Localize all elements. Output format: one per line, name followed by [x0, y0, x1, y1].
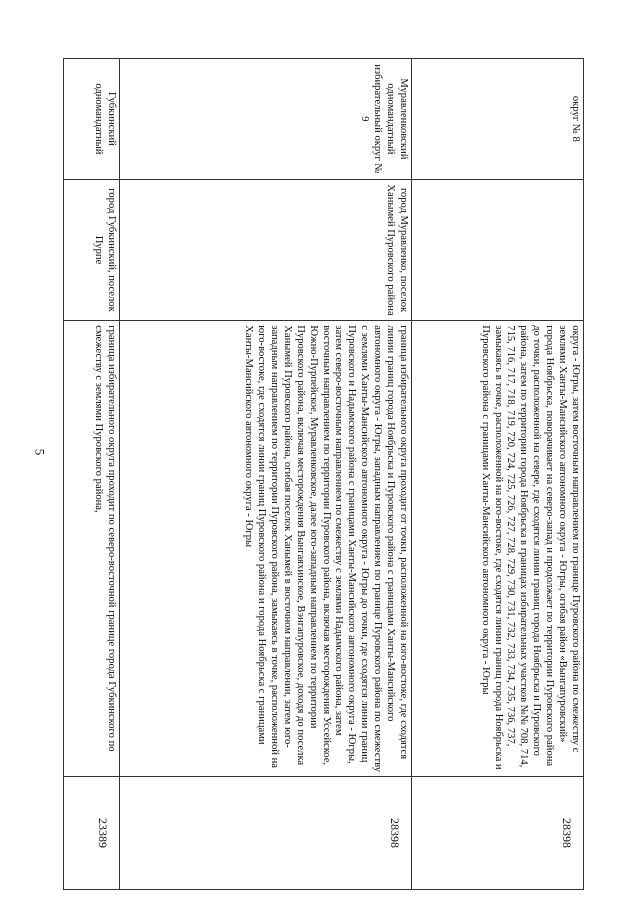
- settlements-cell: [412, 179, 584, 321]
- rotated-page-content: [64, 58, 584, 890]
- boundary-cell: граница избирательного округа проходит от точки, расположенной на юго-востоке, где сходятся линии границ города Ноябрьска и Пуровского района с границами Ханты-Мансийского автономного округа - Югры, западным направлением по границе Пуровского района по смежеству с землями Ханты-Мансийского автономного округа - Югры до точки, где сходятся линии границ Пуровского и Надымского района с границами Ханты-Мансийского автономного округа - Югры, затем северо-восточным направлением по смежеству с землями Надымского района, затем восточным направлением по территории Пуровского района, включая месторождения Уссейское, Южно-Пурпейское, Муравленковское, далее юго-западным направлением по территории Пуровского района, включая месторождения Вынгаяхинское, Вэнгапуровское, доходя до поселка Ханымей Пуровского района, огибая поселок Ханымей в восточном направлении, затем юго-западным направлением по территории Пуровского района, замыкаясь в точке, расположенной на юго-востоке, где сходятся линии границ Пуровского района и города Ноябрьска с границами Ханты-Мансийского автономного округа - Югры: [120, 321, 412, 777]
- table-row: [120, 59, 412, 890]
- districts-table: [63, 58, 584, 890]
- settlements-cell: город Губкинский, поселок Пурпе: [64, 179, 120, 321]
- district-cell: Муравленковский одномандатный избирательный округ № 9: [120, 59, 412, 180]
- boundary-cell: граница избирательного округа проходит по северо-восточной границе города Губкинского по смежеству с землями Пуровского района,: [64, 321, 120, 777]
- page-number: 5: [32, 448, 48, 456]
- settlements-cell: город Муравленко, поселок Ханымей Пуровского района: [120, 179, 412, 321]
- voters-cell: 23389: [64, 777, 120, 890]
- district-cell: округ № 8: [412, 59, 584, 180]
- boundary-cell: округа - Югры, затем восточным направлением по границе Пуровского района по смежеству с землями Ханты-Мансийского автономного округа - Югры, огибая район «Вынгапуровский» города Ноябрьска, поворачивает на северо-запад и продолжает по территории Пуровского района до точки, расположенной на севере, где сходятся линии границ города Ноябрьска и Пуровского района, затем по территории города Ноябрьска в границах избирательных участков №№ 708, 714, 715, 716, 717, 718, 719, 720, 724, 725, 726, 727, 728, 729, 730, 731, 732, 733, 734, 735, 736, 737, замыкаясь в точке, расположенной на юго-востоке, где сходятся линии границ города Ноябрьска и Пуровского района с границами Ханты-Мансийского автономного округа - Югры: [412, 321, 584, 777]
- voters-cell: 28398: [120, 777, 412, 890]
- voters-cell: 28398: [412, 777, 584, 890]
- district-cell: Губкинский одномандатный: [64, 59, 120, 180]
- table-row: [64, 59, 120, 890]
- table-row: [412, 59, 584, 890]
